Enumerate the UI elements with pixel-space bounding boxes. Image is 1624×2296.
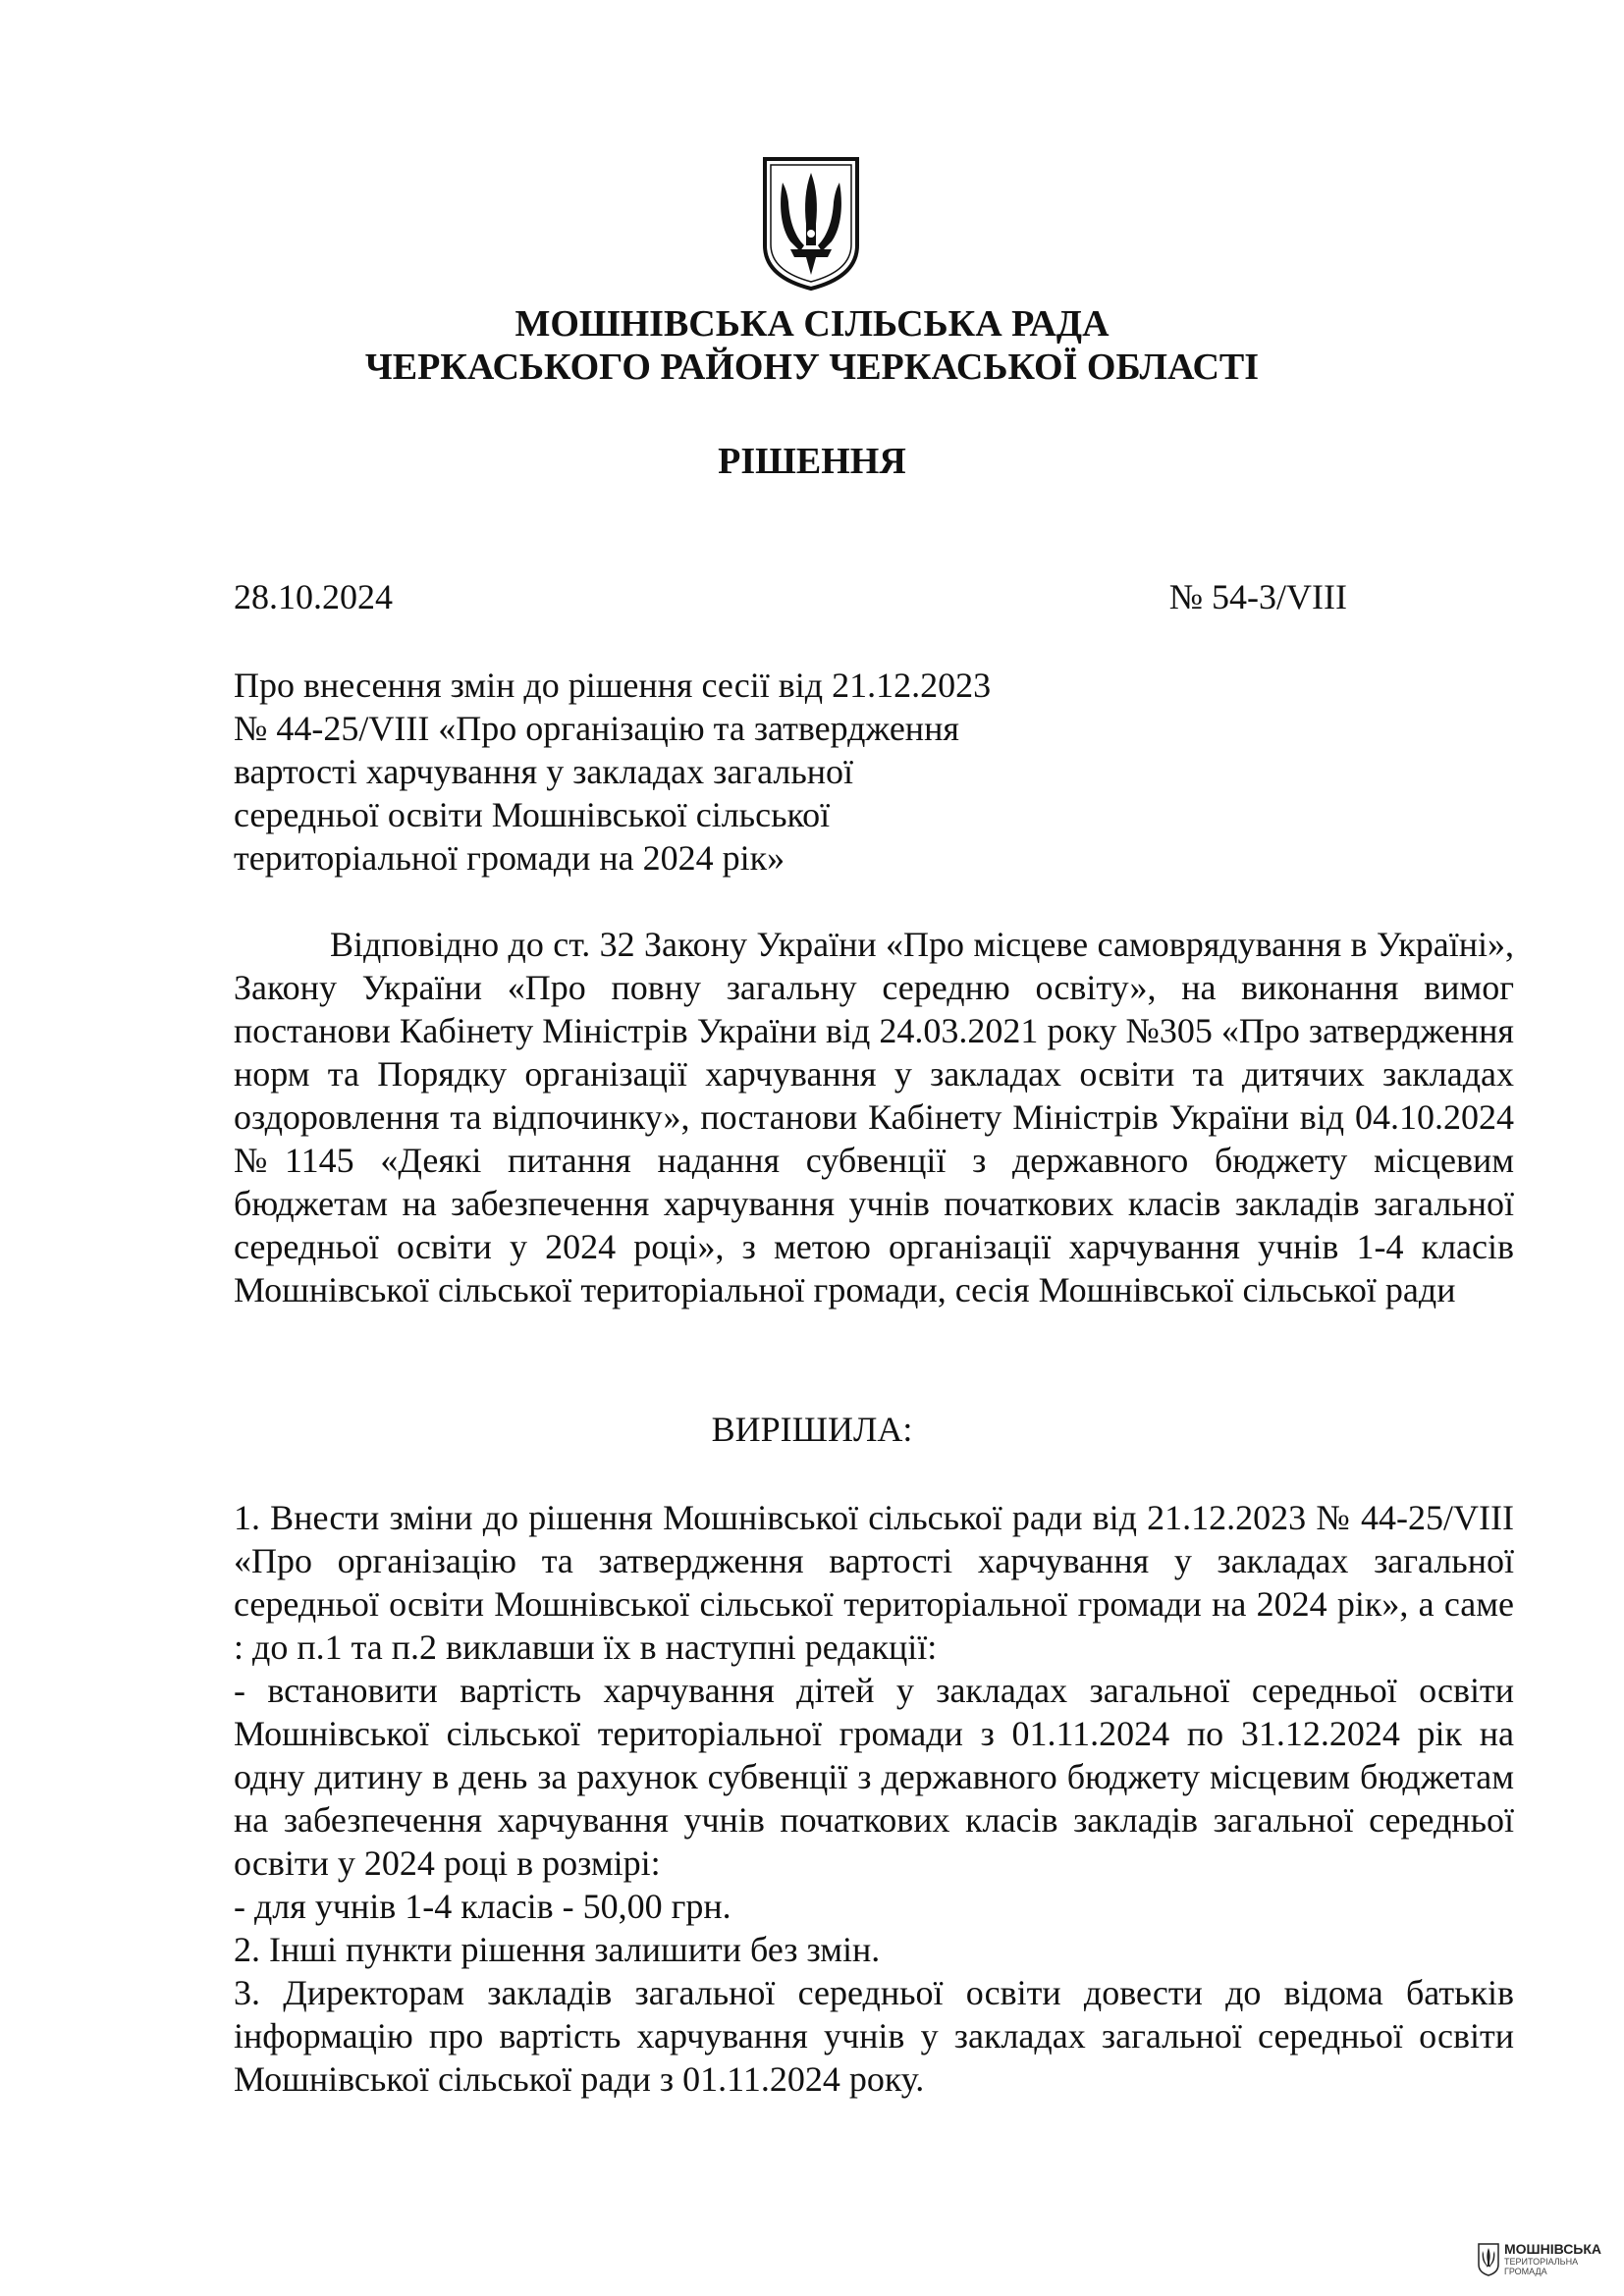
subject-line: середньої освіти Мошнівської сільської [234, 795, 831, 834]
item-2: 2. Інші пункти рішення залишити без змін. [234, 1930, 881, 1969]
subject-line: № 44-25/VIII «Про організацію та затвердження [234, 709, 959, 748]
footer-logo [1478, 2241, 1602, 2280]
item-1-subclause: - встановити вартість харчування дітей у закладах загальної середньої освіти Мошнівської сільської територіальної громади з 01.11.2024 по 31.12.2024 рік на одну дитину в день за рахунок субвенції з державного бюджету місцевим бюджетам на забезпечення харчування учнів початкових класів закладів загальної середньої освіти у 2024 році в розмірі: [234, 1671, 1514, 1883]
resolved-heading: ВИРІШИЛА: [711, 1410, 913, 1449]
item-1-price: - для учнів 1-4 класів - 50,00 грн. [234, 1887, 731, 1926]
subject-line: вартості харчування у закладах загальної [234, 752, 854, 791]
item-1: 1. Внести зміни до рішення Мошнівської сільської ради від 21.12.2023 № 44-25/VIII «Про організацію та затвердження вартості харчування у закладах загальної середньої освіти Мошнівської сільської територіальної громади на 2024 рік», а саме : до п.1 та п.2 виклавши їх в наступні редакції: [234, 1498, 1514, 1667]
council-name: МОШНІВСЬКА СІЛЬСЬКА РАДА [514, 303, 1110, 345]
mini-coat-of-arms-icon [1478, 2243, 1499, 2276]
footer-logo-title: МОШНІВСЬКА [1504, 2241, 1602, 2257]
subject-line: Про внесення змін до рішення сесії від 21.12.2023 [234, 666, 992, 705]
decision-number: № 54-3/VIII [1168, 577, 1347, 616]
council-district: ЧЕРКАСЬКОГО РАЙОНУ ЧЕРКАСЬКОЇ ОБЛАСТІ [364, 347, 1260, 388]
resolution-items [234, 1496, 1514, 2101]
coat-of-arms-icon [757, 155, 865, 293]
preamble-paragraph: Відповідно до ст. 32 Закону України «Про місцеве самоврядування в Україні», Закону України «Про повну загальну середню освіту», на виконання вимог постанови Кабінету Міністрів України від 24.03.2021 року №305 «Про затвердження норм та Порядку організації харчування у закладах освіти та дитячих закладах оздоровлення та відпочинку», постанови Кабінету Міністрів України від 04.10.2024 №1145 «Деякі питання надання субвенції з державного бюджету місцевим бюджетам на забезпечення харчування учнів початкових класів закладів загальної середньої освіти у 2024 році», з метою організації харчування учнів 1-4 класів Мошнівської сільської територіальної громади, сесія Мошнівської сільської ради [234, 925, 1514, 1309]
footer-logo-subtitle: ТЕРИТОРІАЛЬНА [1504, 2257, 1579, 2267]
subject-line: територіальної громади на 2024 рік» [234, 838, 785, 878]
footer-logo-subtitle-2: ГРОМАДА [1504, 2267, 1547, 2276]
item-3: 3. Директорам закладів загальної середньої освіти довести до відома батьків інформацію про вартість харчування учнів у закладах загальної середньої освіти Мошнівської сільської ради з 01.11.2024 року. [234, 1973, 1514, 2099]
decision-subject [234, 664, 1117, 880]
document-type: РІШЕННЯ [718, 441, 906, 482]
decision-date: 28.10.2024 [234, 577, 393, 616]
